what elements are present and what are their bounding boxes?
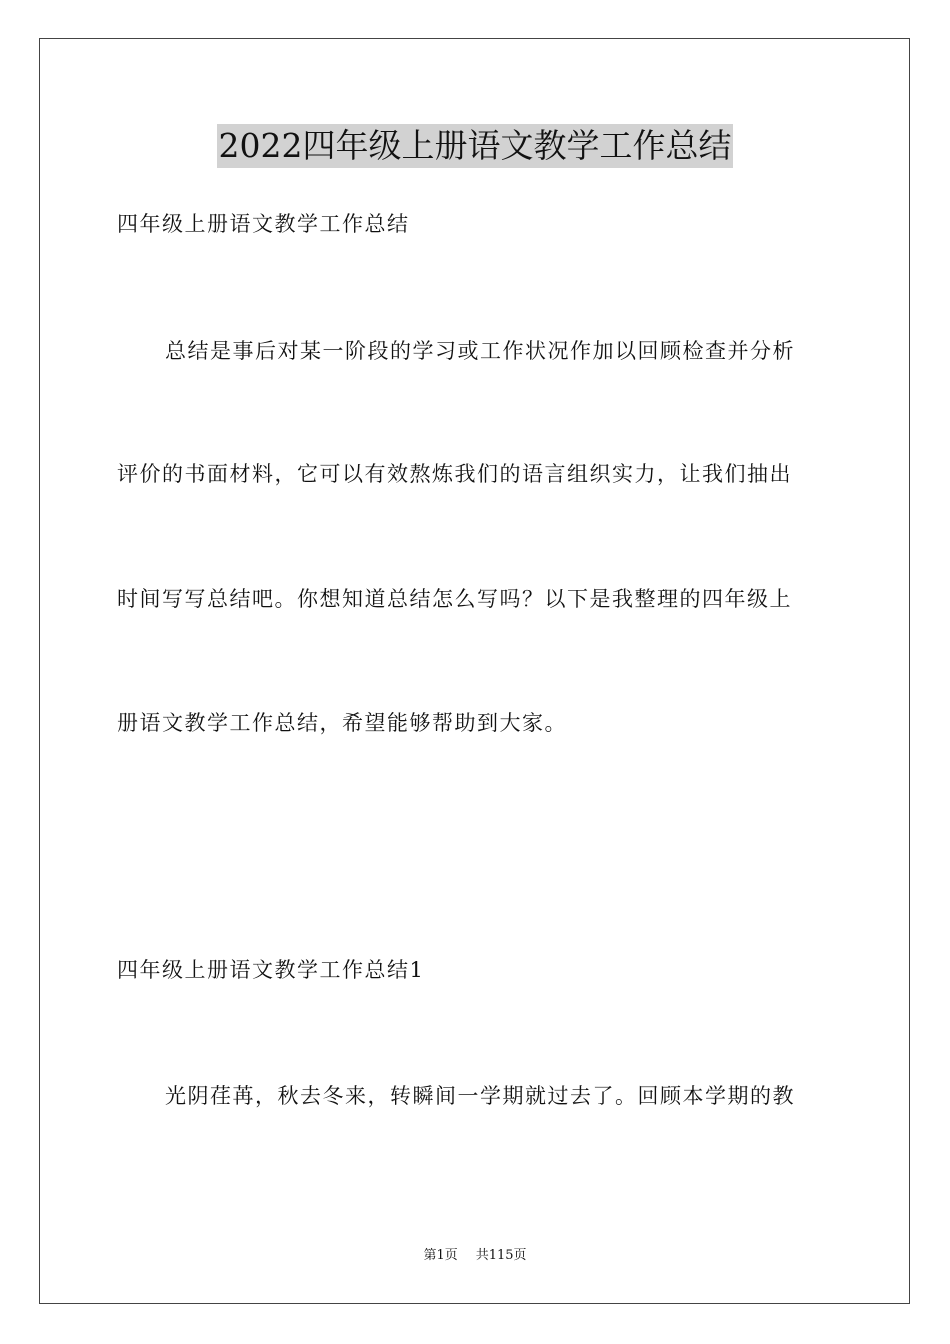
title-container [0, 124, 950, 168]
page-number: 第1页 [423, 1248, 458, 1263]
paragraph-line-3: 时间写写总结吧。你想知道总结怎么写吗？以下是我整理的四年级上 [117, 587, 792, 611]
document-title: 2022四年级上册语文教学工作总结 [217, 124, 734, 168]
paragraph-line-4: 册语文教学工作总结，希望能够帮助到大家。 [117, 711, 567, 735]
paragraph-line-2: 评价的书面材料，它可以有效熬炼我们的语言组织实力，让我们抽出 [117, 462, 792, 486]
section-heading: 四年级上册语文教学工作总结1 [117, 958, 425, 982]
paragraph-line-5: 光阴荏苒，秋去冬来，转瞬间一学期就过去了。回顾本学期的教 [165, 1084, 795, 1108]
total-pages: 共115页 [475, 1248, 527, 1263]
subtitle-line: 四年级上册语文教学工作总结 [117, 212, 410, 236]
page-footer [0, 1247, 950, 1265]
paragraph-line-1: 总结是事后对某一阶段的学习或工作状况作加以回顾检查并分析 [165, 339, 795, 363]
